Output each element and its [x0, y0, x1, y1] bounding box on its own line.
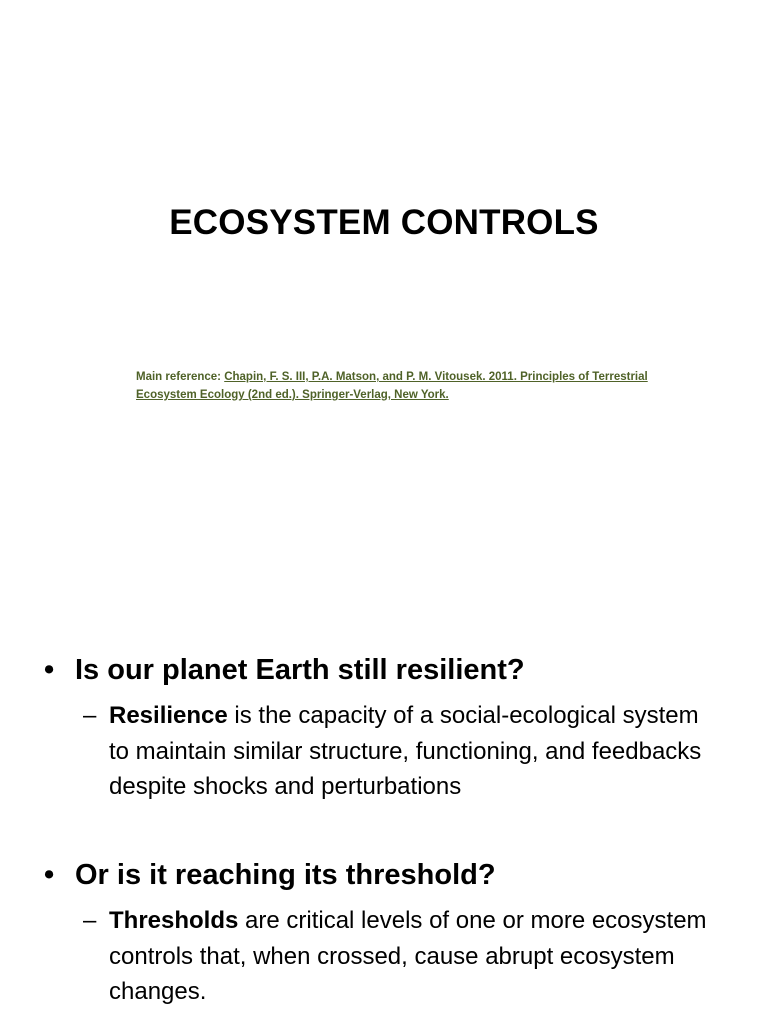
- sub-bullet: [83, 698, 723, 805]
- reference-citation-link[interactable]: Chapin, F. S. III, P.A. Matson, and P. M. Vitousek. 2011. Principles of Terrestrial Ecosystem Ecology (2nd ed.). Springer-Verlag, New York.: [136, 371, 648, 401]
- reference-label: Main reference:: [136, 371, 225, 383]
- bullet-item: [44, 855, 744, 1010]
- definition-text: are critical levels of one or more ecosystem controls that, when crossed, cause abrupt ecosystem changes.: [109, 907, 707, 1005]
- sub-bullet-text: [109, 698, 723, 805]
- sub-bullet-marker: –: [83, 702, 97, 729]
- bullet-marker: •: [44, 654, 55, 686]
- definition-text: is the capacity of a social-ecological system to maintain similar structure, functioning, and feedbacks despite shocks and perturbations: [109, 702, 702, 800]
- bullet-heading-text: Is our planet Earth still resilient?: [75, 654, 525, 686]
- key-term: Resilience: [109, 702, 228, 729]
- sub-bullet: [83, 903, 723, 1010]
- bullet-marker: •: [44, 859, 55, 891]
- slide-title: ECOSYSTEM CONTROLS: [169, 203, 599, 242]
- sub-bullet-text: [109, 903, 723, 1010]
- bullet-item: [44, 650, 744, 805]
- reference-note: [136, 368, 676, 404]
- key-term: Thresholds: [109, 907, 239, 934]
- sub-bullet-marker: –: [83, 907, 97, 934]
- bullet-heading: [44, 650, 744, 690]
- bullet-heading-text: Or is it reaching its threshold?: [75, 859, 496, 891]
- content-slide: [0, 512, 768, 1024]
- bullet-heading: [44, 855, 744, 895]
